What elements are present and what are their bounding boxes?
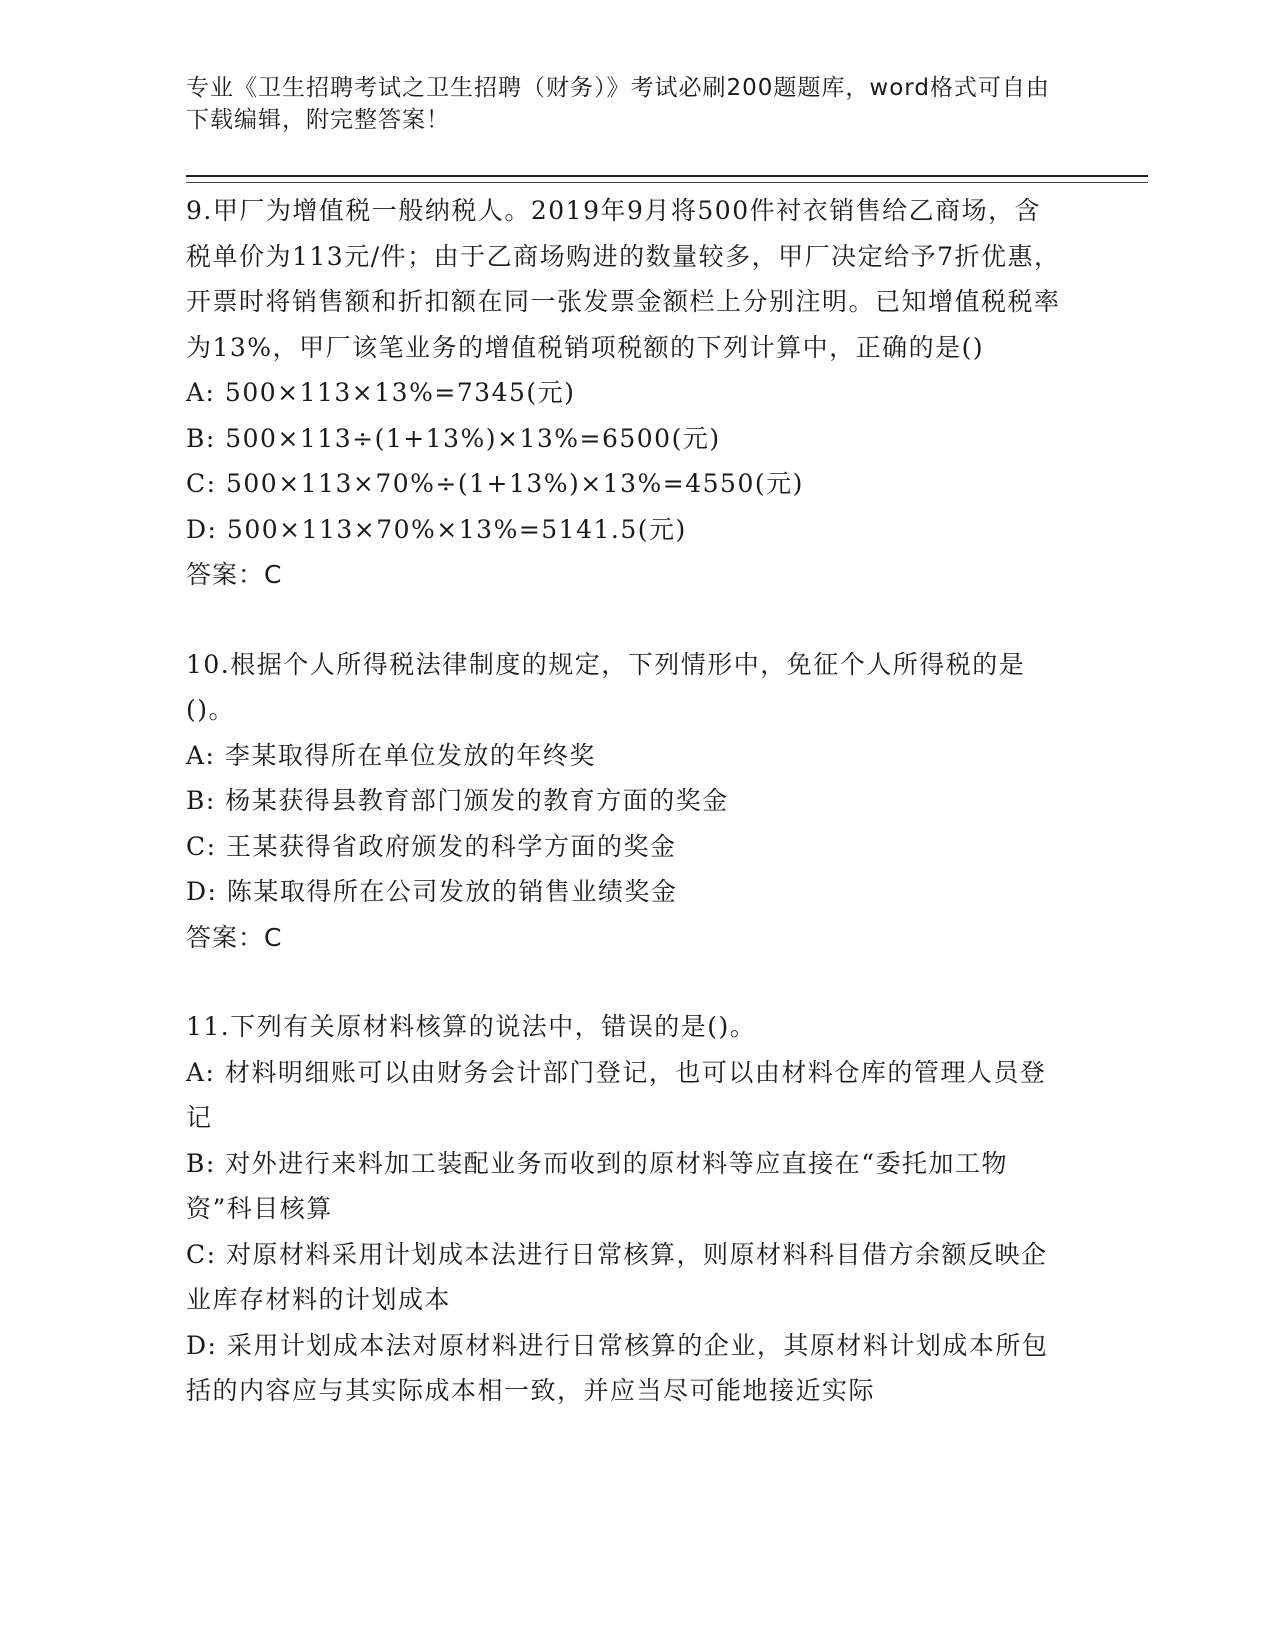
question-10: [186, 642, 1066, 961]
option-c: C: 王某获得省政府颁发的科学方面的奖金: [186, 831, 677, 861]
option-d: D: 500×113×70%×13%=5141.5(元): [186, 514, 687, 544]
header-rule-thin: [186, 182, 1148, 183]
answer: 答案：C: [186, 922, 283, 952]
option-b: B: 杨某获得县教育部门颁发的教育方面的奖金: [186, 786, 729, 815]
question-stem: 11.下列有关原材料核算的说法中，错误的是()。: [186, 1012, 757, 1041]
spacer: [186, 598, 1066, 642]
option-c: C: 500×113×70%÷(1+13%)×13%=4550(元): [186, 469, 804, 498]
question-9: [186, 188, 1066, 598]
question-stem: 10.根据个人所得税法律制度的规定，下列情形中，免征个人所得税的是()。: [186, 649, 1026, 724]
option-a: A: 500×113×13%=7345(元): [186, 378, 576, 407]
option-a: A: 材料明细账可以由财务会计部门登记，也可以由材料仓库的管理人员登记: [186, 1057, 1047, 1132]
page-header: 专业《卫生招聘考试之卫生招聘（财务）》考试必刷200题题库，word格式可自由下载编辑，附完整答案！: [186, 75, 1050, 133]
question-list: [186, 188, 1066, 1414]
question-11: [186, 1004, 1066, 1414]
option-a: A: 李某取得所在单位发放的年终奖: [186, 740, 596, 770]
spacer: [186, 960, 1066, 1004]
header-rule-thick: [186, 175, 1148, 177]
option-b: B: 对外进行来料加工装配业务而收到的原材料等应直接在“委托加工物资”科目核算: [186, 1148, 1009, 1223]
answer: 答案：C: [186, 560, 283, 589]
option-c: C: 对原材料采用计划成本法进行日常核算，则原材料科目借方余额反映企业库存材料的计划成本: [186, 1239, 1048, 1314]
option-b: B: 500×113÷(1+13%)×13%=6500(元): [186, 423, 721, 453]
question-stem: 9.甲厂为增值税一般纳税人。2019年9月将500件衬衣销售给乙商场，含税单价为113元/件；由于乙商场购进的数量较多，甲厂决定给予7折优惠，开票时将销售额和折扣额在同一张发票金额栏上分别注明。已知增值税税率为13%，甲厂该笔业务的增值税销项税额的下列计算中，正确的是(): [186, 196, 1061, 362]
option-d: D: 采用计划成本法对原材料进行日常核算的企业，其原材料计划成本所包括的内容应与其实际成本相一致，并应当尽可能地接近实际: [186, 1330, 1049, 1405]
option-d: D: 陈某取得所在公司发放的销售业绩奖金: [186, 877, 678, 906]
